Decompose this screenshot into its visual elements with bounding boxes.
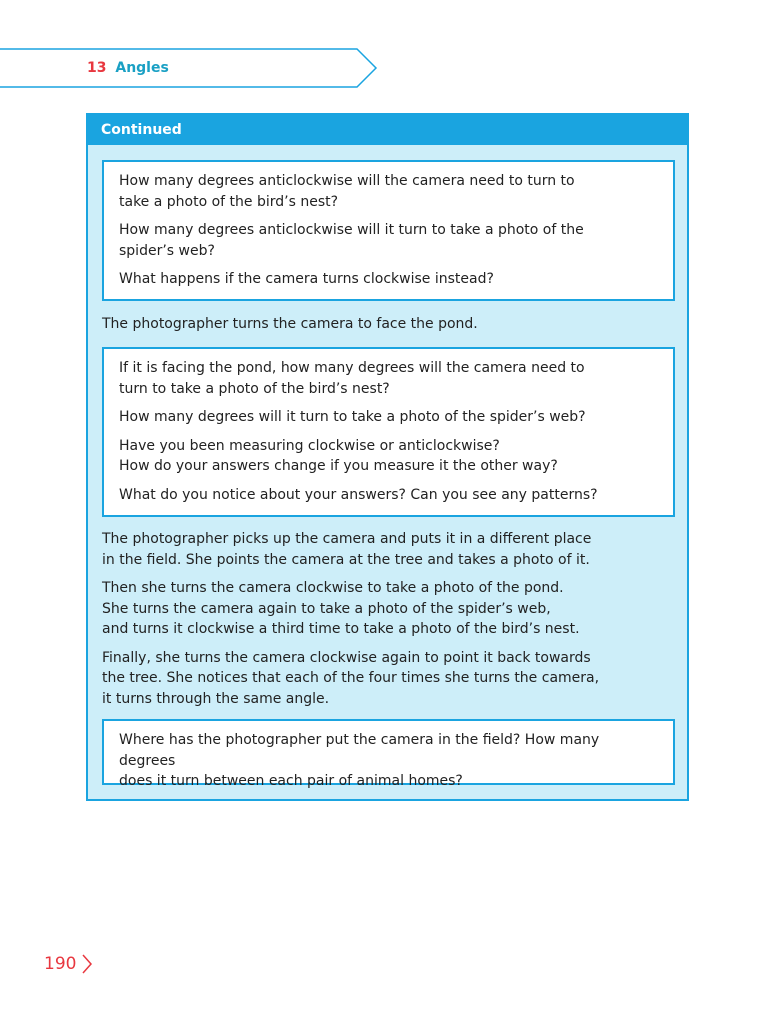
- continued-panel: [86, 113, 689, 801]
- question-text: What do you notice about your answers? Can you see any patterns?: [119, 486, 598, 503]
- chevron-right-icon: [82, 954, 92, 974]
- question-text: What happens if the camera turns clockwise instead?: [119, 271, 494, 287]
- question-box-3: [102, 719, 675, 789]
- question-box-1: [102, 160, 675, 301]
- header-tab-outline: [0, 48, 378, 88]
- question-text: How many degrees anticlockwise will the camera need to turn to take a photo of the bird’s nest?: [119, 173, 575, 210]
- question-text: Where has the photographer put the camera in the field? How many degrees does it turn between each pair of animal homes?: [119, 732, 600, 789]
- panel-title: Continued: [88, 115, 687, 145]
- page-number: 190: [44, 954, 77, 974]
- paragraph-text: Then she turns the camera clockwise to take a photo of the pond. She turns the camera again to take a photo of the spider’s web, and turns it clockwise a third time to take a photo of the bird’s nest.: [102, 580, 580, 637]
- paragraph-block-2: [102, 529, 677, 717]
- question-box-2: [102, 347, 675, 517]
- question-text: How many degrees anticlockwise will it turn to take a photo of the spider’s web?: [119, 222, 584, 259]
- paragraph-text: Finally, she turns the camera clockwise again to point it back towards the tree. She notices that each of the four times she turns the camera, it turns through the same angle.: [102, 649, 600, 707]
- paragraph-text: The photographer turns the camera to face the pond.: [102, 316, 478, 332]
- question-text: If it is facing the pond, how many degrees will the camera need to turn to take a photo of the bird’s nest?: [119, 360, 585, 397]
- chapter-heading: [87, 59, 169, 77]
- chapter-number: 13: [87, 60, 107, 76]
- question-text: How many degrees will it turn to take a photo of the spider’s web?: [119, 409, 586, 425]
- page-footer: [44, 952, 92, 976]
- paragraph-text: The photographer picks up the camera and puts it in a different place in the field. She points the camera at the tree and takes a photo of it.: [102, 531, 592, 568]
- paragraph-block-1: [102, 314, 677, 343]
- chapter-title: Angles: [115, 60, 169, 76]
- question-text: Have you been measuring clockwise or anticlockwise? How do your answers change if you measure it the other way?: [119, 437, 558, 474]
- chapter-header-tab: [0, 48, 378, 88]
